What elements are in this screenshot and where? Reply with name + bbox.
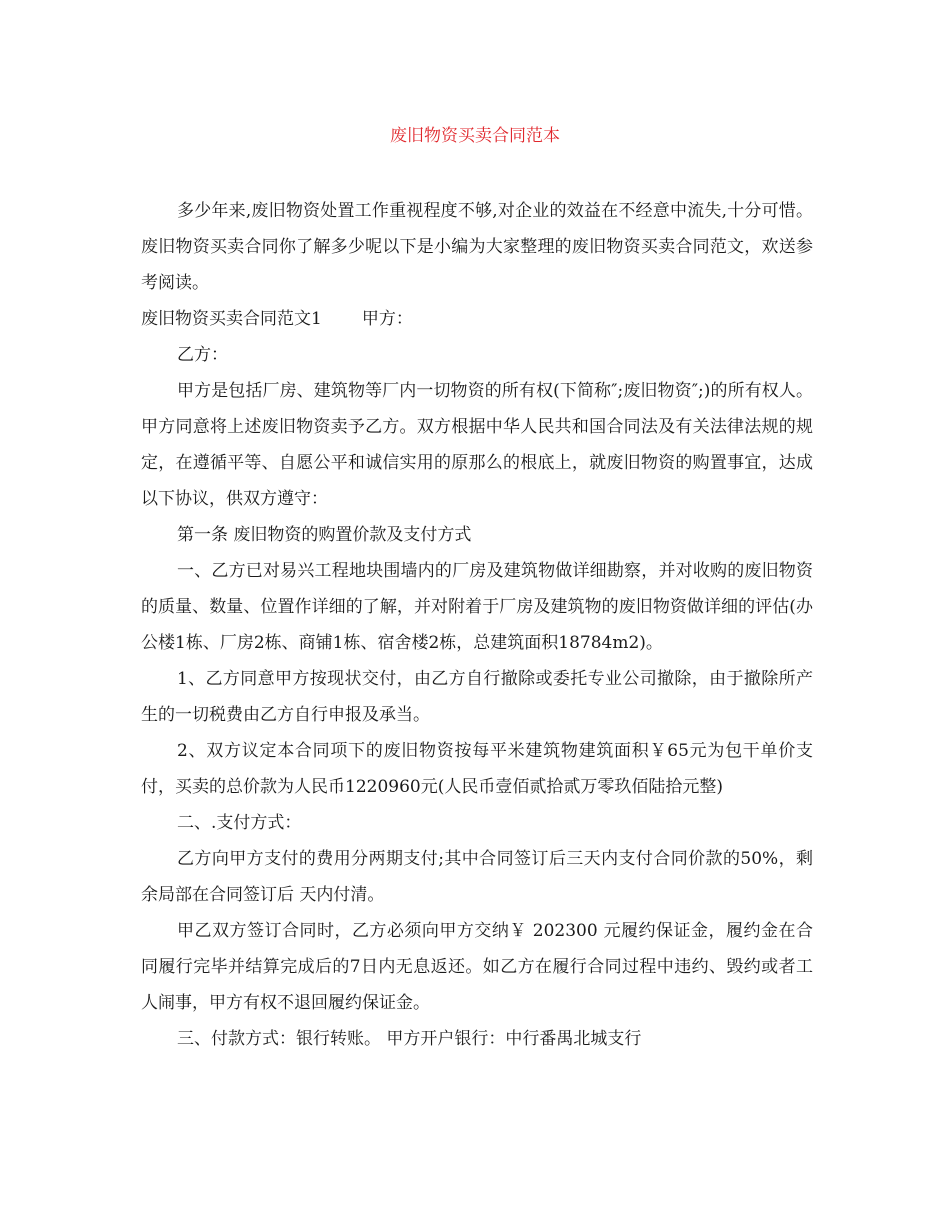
party-a-label: 甲方： [361,309,413,329]
article-1-heading: 第一条 废旧物资的购置价款及支付方式 [177,525,472,545]
clause-1: 1、乙方同意甲方按现状交付，由乙方自行撤除或委托专业公司撤除，由于撤除所产生的一切税费由乙方自行申报及承当。 [141,669,813,725]
contract-heading: 废旧物资买卖合同范文1 [141,309,322,329]
intro-paragraph: 多少年来,废旧物资处置工作重视程度不够,对企业的效益在不经意中流失,十分可惜。废旧物资买卖合同你了解多少呢以下是小编为大家整理的废旧物资买卖合同范文，欢送参考阅读。 [141,201,813,293]
deposit-paragraph: 甲乙双方签订合同时，乙方必须向甲方交纳￥ 202300 元履约保证金，履约金在合同履行完毕并结算完成后的7日内无息返还。如乙方在履行合同过程中违约、毁约或者工人闹事，甲方有权不退回履约保证金。 [141,921,813,1013]
contract-heading-line [141,301,813,337]
payment-paragraph: 乙方向甲方支付的费用分两期支付;其中合同签订后三天内支付合同价款的50%，剩余局部在合同签订后 天内付清。 [141,849,813,905]
clause-three: 三、付款方式：银行转账。 甲方开户银行：中行番禺北城支行 [177,1029,642,1049]
ownership-paragraph: 甲方是包括厂房、建筑物等厂内一切物资的所有权(下简称″;废旧物资″;)的所有权人。甲方同意将上述废旧物资卖予乙方。双方根据中华人民共和国合同法及有关法律法规的规定，在遵循平等、自愿公平和诚信实用的原那么的根底上，就废旧物资的购置事宜，达成以下协议，供双方遵守： [141,381,813,509]
clause-two-heading: 二、.支付方式： [177,813,302,833]
clause-one: 一、乙方已对易兴工程地块围墙内的厂房及建筑物做详细勘察，并对收购的废旧物资的质量、数量、位置作详细的了解，并对附着于厂房及建筑物的废旧物资做详细的评估(办公楼1栋、厂房2栋、商铺1栋、宿舍楼2栋，总建筑面积18784m2)。 [141,561,813,653]
clause-2: 2、双方议定本合同项下的废旧物资按每平米建筑物建筑面积￥65元为包干单价支付，买卖的总价款为人民币1220960元(人民币壹佰贰拾贰万零玖佰陆拾元整) [141,741,813,797]
document-title: 废旧物资买卖合同范本 [390,126,560,146]
document-body [141,193,813,1057]
party-b-label: 乙方： [177,345,228,365]
